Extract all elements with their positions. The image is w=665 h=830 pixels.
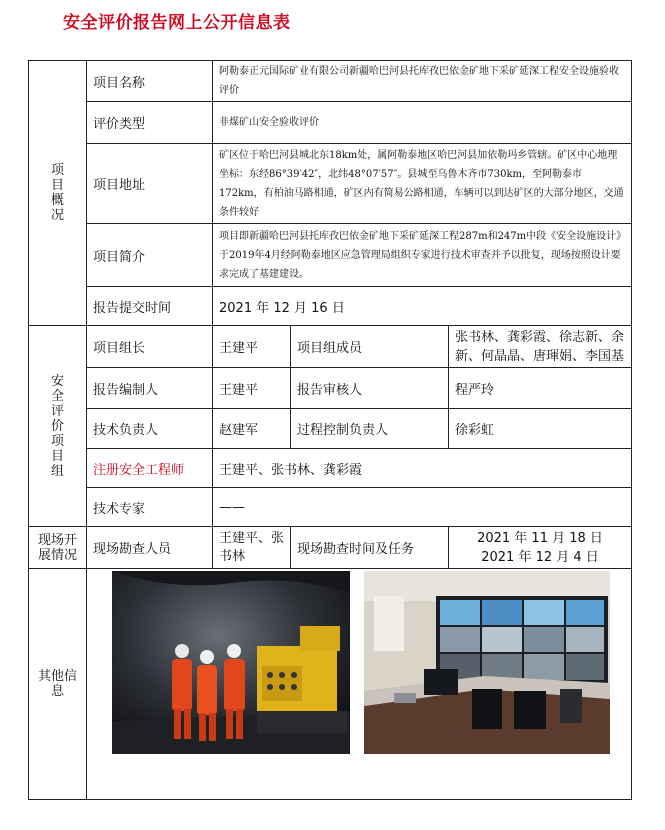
members-value: 张书林、龚彩霞、徐志新、余新、何晶晶、唐琿娟、李国基 <box>449 326 632 368</box>
reviewer-value: 程严玲 <box>449 368 632 409</box>
section-other-label: 其他信息 <box>37 669 77 699</box>
address-label: 项目地址 <box>87 144 213 224</box>
tech-lead-value: 赵建军 <box>213 409 291 449</box>
address-value: 矿区位于哈巴河县城北东18km处，属阿勒泰地区哈巴河县加依勒玛乡管辖。矿区中心地理坐标：东经86°39′42″，北纬48°07′57″。县城至乌鲁木齐市730km，至阿勒泰市172km，有柏油马路相通，矿区内有简易公路相通，车辆可以到达矿区的大部分地区，交通条件较好 <box>213 144 632 224</box>
row-submit-time <box>29 287 632 326</box>
row-other <box>29 569 632 800</box>
intro-value: 项目即新疆哈巴河县托库孜巴依金矿地下采矿延深工程287m和247m中段《安全设施设计》于2019年4月经阿勒泰地区应急管理局组织专家进行技术审查并予以批复，现场按照设计要求完成了基建建设。 <box>213 224 632 287</box>
section-team-label: 安全评价项目组 <box>50 373 64 479</box>
row-leader <box>29 326 632 368</box>
row-eval-type <box>29 102 632 144</box>
row-engineers <box>29 449 632 488</box>
investigators-label: 现场勘查人员 <box>87 527 213 569</box>
reviewer-label: 报告审核人 <box>291 368 449 409</box>
process-lead-value: 徐彩虹 <box>449 409 632 449</box>
submit-time-label: 报告提交时间 <box>87 287 213 326</box>
eval-type-label: 评价类型 <box>87 102 213 144</box>
investigators-value: 王建平、张书林 <box>213 527 291 569</box>
time-values <box>449 527 632 569</box>
time-value-1: 2021 年 11 月 18 日 <box>477 530 603 546</box>
row-intro <box>29 224 632 287</box>
submit-time-value: 2021 年 12 月 16 日 <box>213 287 632 326</box>
time-value-2: 2021 年 12 月 4 日 <box>481 549 599 565</box>
project-name-value: 阿勒泰正元国际矿业有限公司新疆哈巴河县托库孜巴依金矿地下采矿延深工程安全设施验收评价 <box>213 61 632 102</box>
row-tech-lead <box>29 409 632 449</box>
expert-label: 技术专家 <box>87 488 213 527</box>
process-lead-label: 过程控制负责人 <box>291 409 449 449</box>
expert-value: —— <box>213 488 632 527</box>
control-room-photo <box>364 571 610 754</box>
engineers-value: 王建平、张书林、龚彩霞 <box>213 449 632 488</box>
project-name-label: 项目名称 <box>87 61 213 102</box>
leader-label: 项目组长 <box>87 326 213 368</box>
section-site-label: 现场开展情况 <box>37 532 77 563</box>
section-overview <box>29 61 87 326</box>
row-project-name <box>29 61 632 102</box>
page-title: 安全评价报告网上公开信息表 <box>63 13 291 33</box>
leader-value: 王建平 <box>213 326 291 368</box>
row-author <box>29 368 632 409</box>
row-expert <box>29 488 632 527</box>
info-table <box>28 60 632 800</box>
eval-type-value: 非煤矿山安全验收评价 <box>213 102 632 144</box>
section-team <box>29 326 87 527</box>
section-overview-label: 项目概况 <box>50 163 64 223</box>
time-label: 现场勘查时间及任务 <box>291 527 449 569</box>
author-label: 报告编制人 <box>87 368 213 409</box>
row-site <box>29 527 632 569</box>
photos-cell <box>87 569 632 800</box>
tunnel-workers-photo <box>112 571 350 754</box>
engineers-label: 注册安全工程师 <box>87 449 213 488</box>
section-site <box>29 527 87 569</box>
tech-lead-label: 技术负责人 <box>87 409 213 449</box>
row-address <box>29 144 632 224</box>
author-value: 王建平 <box>213 368 291 409</box>
section-other <box>29 569 87 800</box>
members-label: 项目组成员 <box>291 326 449 368</box>
intro-label: 项目简介 <box>87 224 213 287</box>
